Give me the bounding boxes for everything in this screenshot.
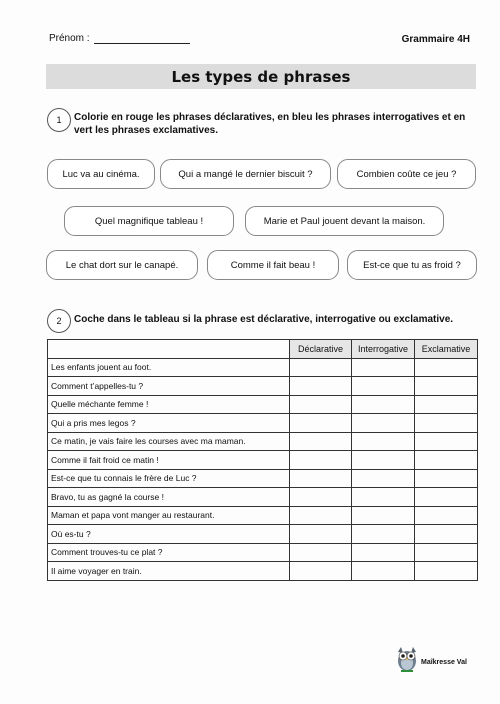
checkbox-cell-exclamative[interactable] — [415, 432, 478, 451]
checkbox-cell-interrogative[interactable] — [352, 358, 415, 377]
checkbox-cell-declarative[interactable] — [290, 358, 352, 377]
sentence-pill[interactable]: Est-ce que tu as froid ? — [347, 250, 477, 280]
header-declarative: Déclarative — [290, 340, 352, 359]
checkbox-cell-interrogative[interactable] — [352, 488, 415, 507]
checkbox-cell-declarative[interactable] — [290, 432, 352, 451]
name-field — [49, 33, 190, 44]
checkbox-cell-exclamative[interactable] — [415, 414, 478, 433]
header-exclamative: Exclamative — [415, 340, 478, 359]
checkbox-cell-exclamative[interactable] — [415, 506, 478, 525]
checkbox-cell-interrogative[interactable] — [352, 451, 415, 470]
row-sentence: Est-ce que tu connais le frère de Luc ? — [48, 469, 290, 488]
row-sentence: Comme il fait froid ce matin ! — [48, 451, 290, 470]
sentence-pill[interactable]: Qui a mangé le dernier biscuit ? — [160, 159, 331, 189]
checkbox-cell-interrogative[interactable] — [352, 562, 415, 581]
checkbox-cell-declarative[interactable] — [290, 414, 352, 433]
checkbox-cell-declarative[interactable] — [290, 543, 352, 562]
checkbox-cell-interrogative[interactable] — [352, 469, 415, 488]
exercise-2-instruction: Coche dans le tableau si la phrase est déclarative, interrogative ou exclamative. — [74, 314, 454, 325]
checkbox-cell-interrogative[interactable] — [352, 432, 415, 451]
name-line[interactable] — [94, 34, 190, 44]
checkbox-cell-declarative[interactable] — [290, 377, 352, 396]
exercise-1-number: 1 — [47, 108, 71, 132]
checkbox-cell-exclamative[interactable] — [415, 395, 478, 414]
sentence-pill[interactable]: Marie et Paul jouent devant la maison. — [245, 206, 444, 236]
table-row — [48, 488, 478, 507]
author-credit: Maîkresse Val — [421, 659, 467, 666]
checkbox-cell-declarative[interactable] — [290, 506, 352, 525]
checkbox-cell-declarative[interactable] — [290, 562, 352, 581]
table-row — [48, 469, 478, 488]
sentence-pill[interactable]: Combien coûte ce jeu ? — [337, 159, 476, 189]
table-row — [48, 377, 478, 396]
table-row — [48, 562, 478, 581]
sentence-pill[interactable]: Luc va au cinéma. — [47, 159, 155, 189]
row-sentence: Maman et papa vont manger au restaurant. — [48, 506, 290, 525]
sentence-pill[interactable]: Quel magnifique tableau ! — [64, 206, 234, 236]
row-sentence: Qui a pris mes legos ? — [48, 414, 290, 433]
table-row — [48, 395, 478, 414]
table-row — [48, 432, 478, 451]
checkbox-cell-exclamative[interactable] — [415, 488, 478, 507]
checkbox-cell-declarative[interactable] — [290, 488, 352, 507]
page-title: Les types de phrases — [46, 64, 476, 89]
course-label: Grammaire 4H — [401, 34, 470, 45]
row-sentence: Comment trouves-tu ce plat ? — [48, 543, 290, 562]
checkbox-cell-exclamative[interactable] — [415, 469, 478, 488]
row-sentence: Quelle méchante femme ! — [48, 395, 290, 414]
row-sentence: Comment t’appelles-tu ? — [48, 377, 290, 396]
row-sentence: Bravo, tu as gagné la course ! — [48, 488, 290, 507]
row-sentence: Où es-tu ? — [48, 525, 290, 544]
checkbox-cell-declarative[interactable] — [290, 451, 352, 470]
row-sentence: Les enfants jouent au foot. — [48, 358, 290, 377]
table-row — [48, 358, 478, 377]
checkbox-cell-declarative[interactable] — [290, 469, 352, 488]
checkbox-cell-exclamative[interactable] — [415, 358, 478, 377]
checkbox-cell-exclamative[interactable] — [415, 451, 478, 470]
table-row — [48, 506, 478, 525]
checkbox-cell-interrogative[interactable] — [352, 395, 415, 414]
table-row — [48, 451, 478, 470]
name-label: Prénom : — [49, 33, 90, 44]
header-interrogative: Interrogative — [352, 340, 415, 359]
classification-table — [47, 339, 478, 581]
row-sentence: Il aime voyager en train. — [48, 562, 290, 581]
table-row — [48, 543, 478, 562]
table-row — [48, 414, 478, 433]
row-sentence: Ce matin, je vais faire les courses avec ma maman. — [48, 432, 290, 451]
table-row — [48, 525, 478, 544]
checkbox-cell-exclamative[interactable] — [415, 525, 478, 544]
checkbox-cell-interrogative[interactable] — [352, 525, 415, 544]
header-sentence-cell — [48, 340, 290, 359]
checkbox-cell-interrogative[interactable] — [352, 506, 415, 525]
exercise-1-instruction: Colorie en rouge les phrases déclaratives, en bleu les phrases interrogatives et en vert les phrases exclamatives. — [74, 112, 466, 136]
checkbox-cell-declarative[interactable] — [290, 525, 352, 544]
sentence-pill[interactable]: Le chat dort sur le canapé. — [46, 250, 198, 280]
checkbox-cell-interrogative[interactable] — [352, 377, 415, 396]
owl-icon — [395, 646, 419, 672]
checkbox-cell-interrogative[interactable] — [352, 414, 415, 433]
checkbox-cell-interrogative[interactable] — [352, 543, 415, 562]
sentence-pill[interactable]: Comme il fait beau ! — [207, 250, 339, 280]
checkbox-cell-exclamative[interactable] — [415, 543, 478, 562]
checkbox-cell-exclamative[interactable] — [415, 377, 478, 396]
checkbox-cell-declarative[interactable] — [290, 395, 352, 414]
checkbox-cell-exclamative[interactable] — [415, 562, 478, 581]
table-header-row — [48, 340, 478, 359]
exercise-2-number: 2 — [47, 309, 71, 333]
